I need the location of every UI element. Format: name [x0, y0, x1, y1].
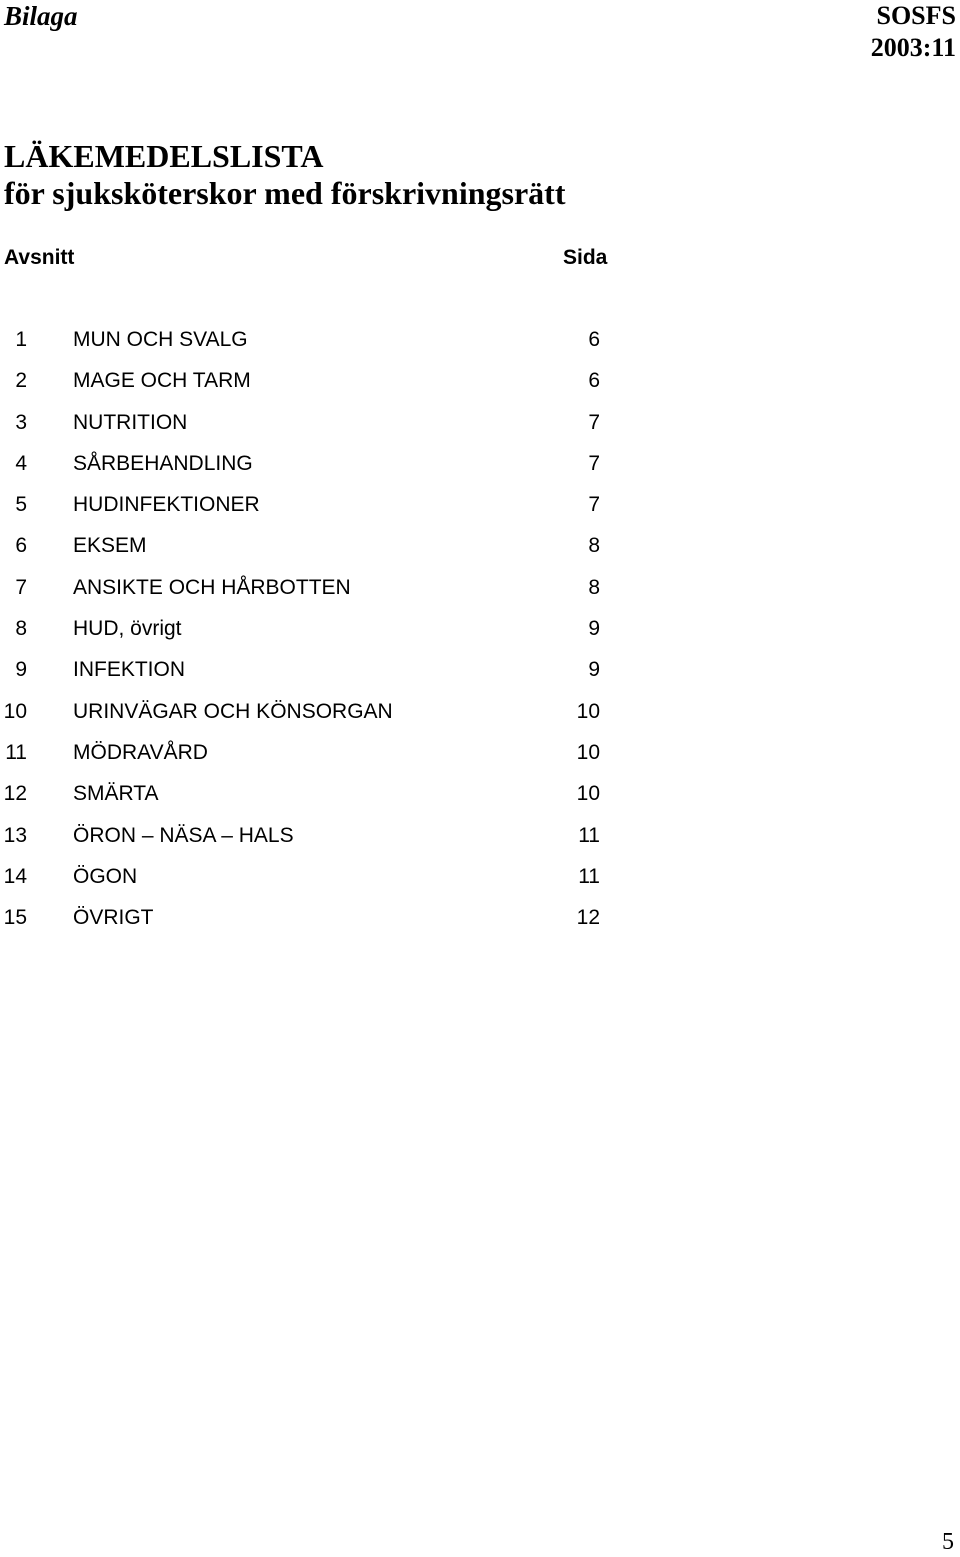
page-column-header: Sida: [563, 246, 608, 269]
section-title: SÅRBEHANDLING: [73, 451, 253, 475]
section-number: 13: [3, 823, 27, 847]
section-title: MUN OCH SVALG: [73, 328, 248, 351]
regulation-number: 2003:11: [870, 33, 956, 62]
toc-row: [0, 779, 620, 820]
toc-row: [0, 449, 620, 490]
section-page: 12: [576, 906, 600, 930]
section-page: 6: [588, 369, 600, 393]
toc-row: [0, 531, 620, 572]
section-number: 1: [15, 328, 27, 351]
toc-row: [0, 697, 620, 738]
section-title: SMÄRTA: [73, 782, 159, 806]
section-number: 8: [15, 617, 27, 641]
section-column-header: Avsnitt: [4, 246, 75, 269]
toc-row: [0, 821, 620, 862]
section-page: 7: [588, 451, 600, 475]
section-title: HUD, övrigt: [73, 617, 182, 641]
section-title: MAGE OCH TARM: [73, 369, 251, 393]
section-page: 11: [578, 864, 600, 888]
section-page: 7: [588, 410, 600, 434]
section-page: 9: [588, 617, 600, 641]
section-number: 10: [3, 699, 27, 723]
section-number: 7: [15, 575, 27, 599]
section-number: 3: [15, 410, 27, 434]
section-title: ÖVRIGT: [73, 906, 154, 930]
toc-row: [0, 408, 620, 449]
section-page: 10: [576, 782, 600, 806]
toc-row: [0, 573, 620, 614]
section-title: EKSEM: [73, 534, 147, 558]
section-number: 14: [3, 864, 27, 888]
section-number: 11: [5, 740, 27, 764]
section-title: ÖRON – NÄSA – HALS: [73, 823, 294, 847]
section-number: 15: [3, 906, 27, 930]
toc-row: [0, 738, 620, 779]
document-label: Bilaga: [4, 1, 78, 31]
toc-row: [0, 325, 620, 366]
toc-row: [0, 655, 620, 696]
page-title: [4, 138, 565, 212]
page-number: 5: [942, 1529, 954, 1555]
title-main: LÄKEMEDELSLISTA: [4, 138, 324, 174]
section-number: 2: [15, 369, 27, 393]
regulation-series: SOSFS: [876, 1, 956, 30]
regulation-reference: [871, 0, 956, 64]
section-page: 11: [578, 823, 600, 847]
section-title: MÖDRAVÅRD: [73, 740, 208, 764]
section-number: 12: [3, 782, 27, 806]
section-page: 10: [576, 699, 600, 723]
section-page: 7: [588, 493, 600, 517]
section-page: 9: [588, 658, 600, 682]
section-page: 6: [588, 328, 600, 351]
section-number: 9: [15, 658, 27, 682]
toc-row: [0, 490, 620, 531]
section-title: ÖGON: [73, 864, 138, 888]
toc-row: [0, 903, 620, 944]
section-number: 6: [15, 534, 27, 558]
section-page: 10: [576, 740, 600, 764]
toc-row: [0, 862, 620, 903]
toc-row: [0, 614, 620, 655]
section-page: 8: [588, 534, 600, 558]
section-number: 5: [15, 493, 27, 517]
table-of-contents: [0, 325, 620, 944]
section-page: 8: [588, 575, 600, 599]
section-title: URINVÄGAR OCH KÖNSORGAN: [73, 699, 393, 723]
section-title: INFEKTION: [73, 658, 186, 682]
toc-row: [0, 366, 620, 407]
section-title: ANSIKTE OCH HÅRBOTTEN: [73, 575, 351, 599]
section-title: HUDINFEKTIONER: [73, 493, 260, 517]
section-title: NUTRITION: [73, 410, 188, 434]
section-number: 4: [15, 451, 27, 475]
title-subtitle: för sjuksköterskor med förskrivningsrätt: [4, 175, 566, 211]
